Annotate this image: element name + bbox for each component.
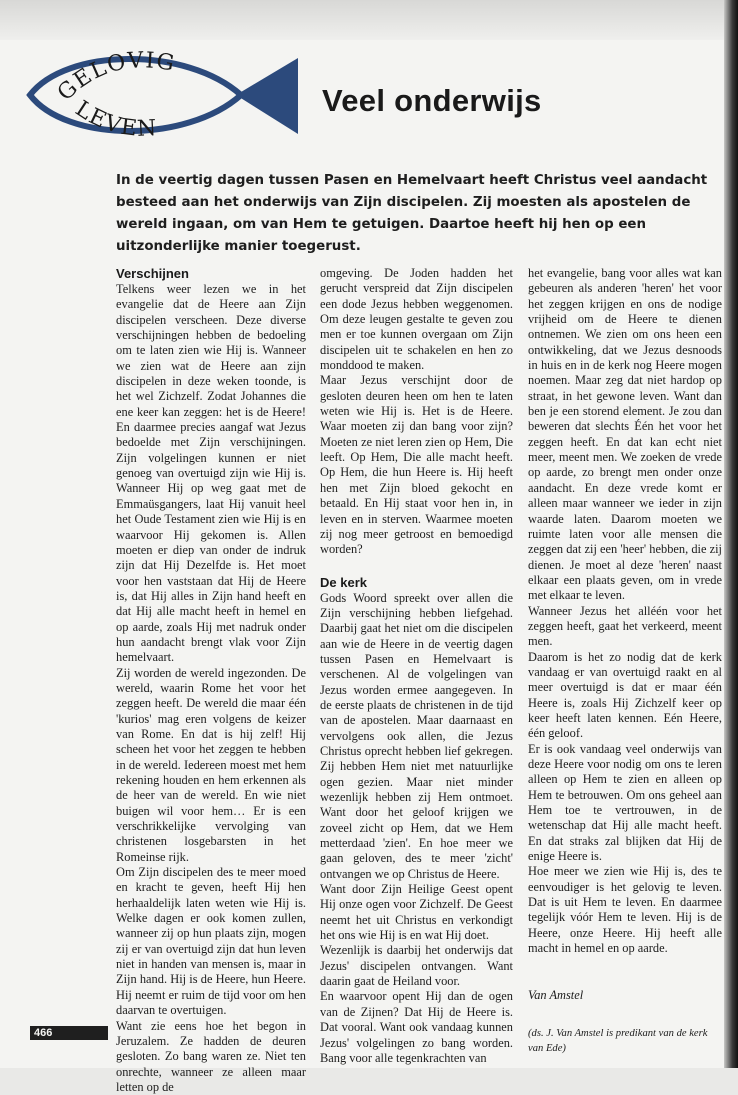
column-2 bbox=[320, 266, 513, 1066]
paragraph: Hoe meer we zien wie Hij is, des te eenvoudiger is het gelovig te leven. Dat is uit Hem te leven. En daarmee tegelijk vóór Hem te leven. Hij is de Heere, onze Heere. Hij heeft alle macht in hemel en op aarde. bbox=[528, 864, 722, 956]
paragraph: Telkens weer lezen we in het evangelie dat de Heere aan Zijn discipelen verscheen. Deze diverse verschijningen hebben de bedoeling om te laten zien wie Hij is. Wanneer we zien wat de Heere aan zijn discipelen in deze weken toonde, is het wel Zichzelf. Zodat Johannes die ene keer kan zeggen: het is de Heere! En daarmee precies aangaf wat Jezus bedoelde met Zijn verschijningen. Zijn volgelingen kunnen er niet genoeg van overtuigd zijn wie Hij is. Wanneer Hij op weg gaat met de Emmaüsgangers, laat Hij vanuit heel het Oude Testament zien wie Hij is en waarvoor Hij gekomen is. Allen moeten er diep van onder de indruk zijn dat Hij Dezelfde is. Het moet voor hen vaststaan dat Hij de Heere is, dat Hij alles in Zijn hand heeft en dat Hij alle macht heeft in hemel en op aarde, zoals Hij met nadruk onder hun aandacht brengt vlak voor Zijn hemelvaart. bbox=[116, 282, 306, 666]
article-title: Veel onderwijs bbox=[322, 83, 542, 119]
author-signature: Van Amstel bbox=[528, 988, 722, 1003]
gelovig-leven-fish-logo bbox=[26, 50, 306, 140]
paragraph: Wezenlijk is daarbij het onderwijs dat Jezus' discipelen ontvangen. Want daarin gaat de Heiland voor. bbox=[320, 943, 513, 989]
article-intro: In de veertig dagen tussen Pasen en Hemelvaart heeft Christus veel aandacht besteed aan het onderwijs van Zijn discipelen. Zij moesten als apostelen de wereld ingaan, om van Hem te getuigen. Daartoe heeft hij hen op een uitzonderlijke manier toegerust. bbox=[116, 170, 716, 258]
paragraph: omgeving. De Joden hadden het gerucht verspreid dat Zijn discipelen een dode Jezus hebben weggenomen. Om deze leugen gestalte te geven zou men er toe kunnen overgaan om Zijn discipelen uit te schakelen en hen zo monddood te maken. bbox=[320, 266, 513, 373]
paragraph: Want zie eens hoe het begon in Jeruzalem. Ze hadden de deuren gesloten. Zo bang waren ze. Niet ten onrechte, wanneer ze alleen maar letten op de bbox=[116, 1019, 306, 1095]
page-number: 466 bbox=[30, 1026, 108, 1040]
paragraph: het evangelie, bang voor alles wat kan gebeuren als anderen 'heren' het voor het zeggen krijgen en ons de nodige vrijheid om de Heere te dienen ontnemen. We zien om ons heen een ontwikkeling, dat we Jezus desnoods in huis en in de kerk nog Heere mogen noemen. Maar zeg dat niet hardop op straat, in het gewone leven. Want dan ben je een storend element. Je zou dan beweren dat slechts Één het voor het zeggen heeft. En dat kan echt niet meer, meent men. We zoeken de vrede op aarde, zo brengt men onder onze aandacht. En deze vrede komt er alleen maar wanneer we ieder in zijn waarde laten. Daarom moeten we ruimte laten voor alle mensen die zeggen dat zij een 'heer' hebben, die zij dienen. Je moet al deze 'heren' naast elkaar een plaats geven, om in vrede met elkaar te leven. bbox=[528, 266, 722, 604]
paragraph: Want door Zijn Heilige Geest opent Hij onze ogen voor Zichzelf. De Geest neemt het uit Christus en verkondigt het ons wie Hij is en wat Hij doet. bbox=[320, 882, 513, 943]
paragraph: En waarvoor opent Hij dan de ogen van de Zijnen? Dat Hij de Heere is. Dat vooral. Want ook vandaag kunnen Jezus' volgelingen zo bang worden. Bang voor alle tegenkrachten van bbox=[320, 989, 513, 1066]
section-heading-verschijnen: Verschijnen bbox=[116, 266, 306, 282]
page-edge bbox=[724, 0, 738, 1068]
column-1 bbox=[116, 266, 306, 1095]
logo-word-gelovig: GELOVIG bbox=[53, 50, 178, 106]
paragraph: Om Zijn discipelen des te meer moed en kracht te geven, heeft Hij hen herhaaldelijk laten weten wie Hij is. Welke dagen er ook komen zullen, wanneer zij op hun plaats zijn, mogen zij er van overtuigd zijn dat hun leven niet in handen van mensen is, maar in Zijn hand. Hij is de Heere, hun Heere. Hij neemt er ruim de tijd voor om hen daarvan te overtuigen. bbox=[116, 865, 306, 1018]
column-3 bbox=[528, 266, 722, 1002]
paragraph: Daarom is het zo nodig dat de kerk vandaag er van overtuigd raakt en al meer overtuigd is dat er maar één Heere is, zoals Hij Zichzelf keer op keer heeft laten kennen. Eén Heere, één geloof. bbox=[528, 650, 722, 742]
paragraph: Wanneer Jezus het alléén voor het zeggen heeft, gaat het verkeerd, meent men. bbox=[528, 604, 722, 650]
paragraph: Er is ook vandaag veel onderwijs van deze Heere voor nodig om ons te leren alleen op Hem te zien en alleen op Hem te betrouwen. Om ons geheel aan Hem toe te vertrouwen, in de wetenschap dat Hij alle macht heeft. En dat straks zal blijken dat Hij de enige Heere is. bbox=[528, 742, 722, 865]
previous-page-strip bbox=[0, 0, 724, 40]
section-heading-de-kerk: De kerk bbox=[320, 575, 513, 591]
logo-word-leven: LEVEN bbox=[71, 96, 159, 140]
paragraph: Maar Jezus verschijnt door de gesloten deuren heen om hen te laten weten wie Hij is. Het is de Heere. Waar moeten zij dan bang voor zijn? Moeten ze niet leren zien op Hem, Die leeft. Op Hem, Die alle macht heeft. Op Hem, die hun Heere is. Hij heeft hen met Zijn bloed gekocht en betaald. En Hij staat voor hen in, in leven en in sterven. Waarmee moeten zij nog meer getroost en bemoedigd worden? bbox=[320, 373, 513, 557]
paragraph: Gods Woord spreekt over allen die Zijn verschijning hebben liefgehad. Daarbij gaat het niet om die discipelen aan wie de Heere in de veertig dagen tussen Pasen en Hemelvaart is verschenen. Al de volgelingen van Jezus worden ermee aangegeven. In de eerste plaats de christenen in de tijd van de apostelen. Maar daarnaast en vervolgens ook allen, die Jezus Christus oprecht hebben lief gekregen. Zij hebben Hem niet met natuurlijke ogen gezien. Maar niet minder wezenlijk hebben zij Hem ontmoet. Want door het geloof krijgen we zoveel zicht op Hem, dat we Hem metterdaad 'zien'. En hoe meer we gaan geloven, des te meer 'zicht' ontvangen we op Christus de Heere. bbox=[320, 591, 513, 883]
author-note: (ds. J. Van Amstel is predikant van de kerk van Ede) bbox=[528, 1026, 722, 1056]
paragraph: Zij worden de wereld ingezonden. De wereld, waarin Rome het voor het zeggen heeft. De wereld die maar één 'kurios' mag eren volgens de keizer van Rome. En dat is hij zelf! Hij scheen het voor het zeggen te hebben in de wereld. Iedereen moest met hem rekening houden en hem erkennen als de heer van de wereld. En wie niet buigen wil voor hem… Er is een verschrikkelijke vervolging van christenen losgebarsten in het Romeinse rijk. bbox=[116, 666, 306, 865]
